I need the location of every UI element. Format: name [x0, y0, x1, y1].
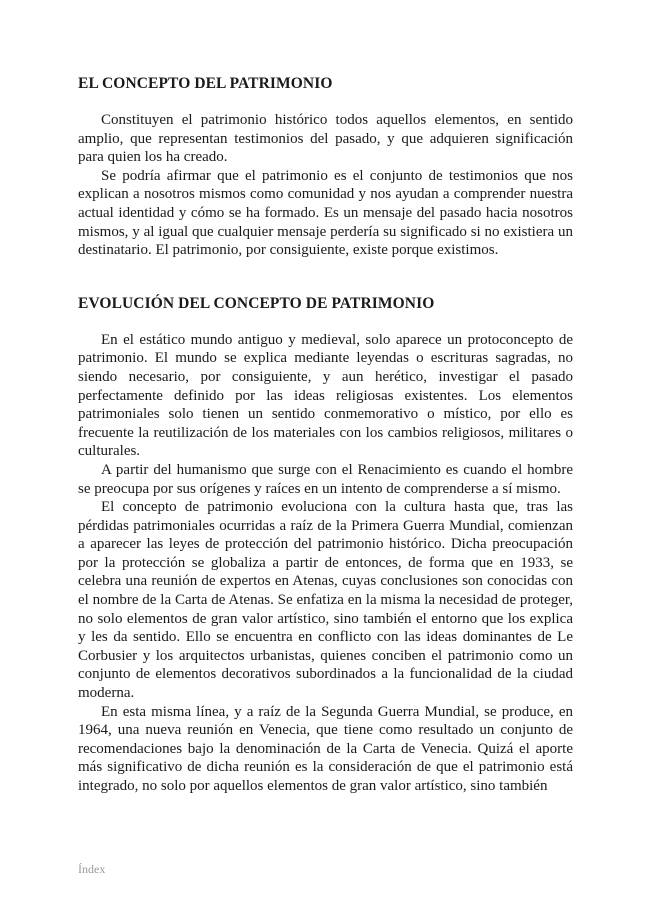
section-heading: EVOLUCIÓN DEL CONCEPTO DE PATRIMONIO [78, 294, 435, 312]
paragraph: El concepto de patrimonio evoluciona con la cultura hasta que, tras las pérdidas patrimoniales ocurridas a raíz de la Primera Guerra Mundial, comienzan a aparecer las leyes de protección del patrimonio histórico. Dicha preocupación por la protección se globaliza a partir de entonces, de forma que en 1933, se celebra una reunión de expertos en Atenas, cuyas conclusiones son conocidas con el nombre de la Carta de Atenas. Se enfatiza en la misma la necesidad de proteger, no solo elementos de gran valor artístico, sino también el entorno que los explica y les da sentido. Ello se encuentra en conflicto con las ideas dominantes de Le Corbusier y los arquitectos urbanistas, quienes conciben el patrimonio como un conjunto de elementos decorativos subordinados a la funcionalidad de la ciudad moderna. [78, 499, 573, 702]
section-evolucion-patrimonio [78, 294, 573, 796]
paragraph: En el estático mundo antiguo y medieval, solo aparece un protoconcepto de patrimonio. El mundo se explica mediante leyendas o escrituras sagradas, no siendo necesario, por consiguiente, y aun herético, investigar el pasado perfectamente definido por las ideas religiosas existentes. Los elementos patrimoniales solo tienen un sentido conmemorativo o místico, por ello es frecuente la reutilización de los materiales con los cambios religiosos, militares o culturales. [78, 331, 573, 460]
paragraph: Constituyen el patrimonio histórico todos aquellos elementos, en sentido amplio, que representan testimonios del pasado, y que adquieren significación para quien los ha creado. [78, 112, 573, 166]
section-heading: EL CONCEPTO DEL PATRIMONIO [78, 75, 333, 92]
paragraph: A partir del humanismo que surge con el Renacimiento es cuando el hombre se preocupa por sus orígenes y raíces en un intento de comprenderse a sí mismo. [78, 461, 573, 497]
paragraph: Se podría afirmar que el patrimonio es el conjunto de testimonios que nos explican a nosotros mismos como comunidad y nos ayudan a comprender nuestra actual identidad y cómo se ha formado. Es un mensaje del pasado hacia nosotros mismos, y al igual que cualquier mensaje perdería su significado si no existiera un destinatario. El patrimonio, por consiguiente, existe porque existimos. [78, 167, 573, 259]
document-page [78, 74, 573, 796]
section-concepto-patrimonio [78, 74, 573, 260]
index-link[interactable]: Índex [78, 862, 106, 876]
paragraph: En esta misma línea, y a raíz de la Segunda Guerra Mundial, se produce, en 1964, una nueva reunión en Venecia, que tiene como resultado un conjunto de recomendaciones bajo la denominación de la Carta de Venecia. Quizá el aporte más significativo de dicha reunión es la consideración de que el patrimonio está integrado, no solo por aquellos elementos de gran valor artístico, sino también [78, 703, 573, 794]
